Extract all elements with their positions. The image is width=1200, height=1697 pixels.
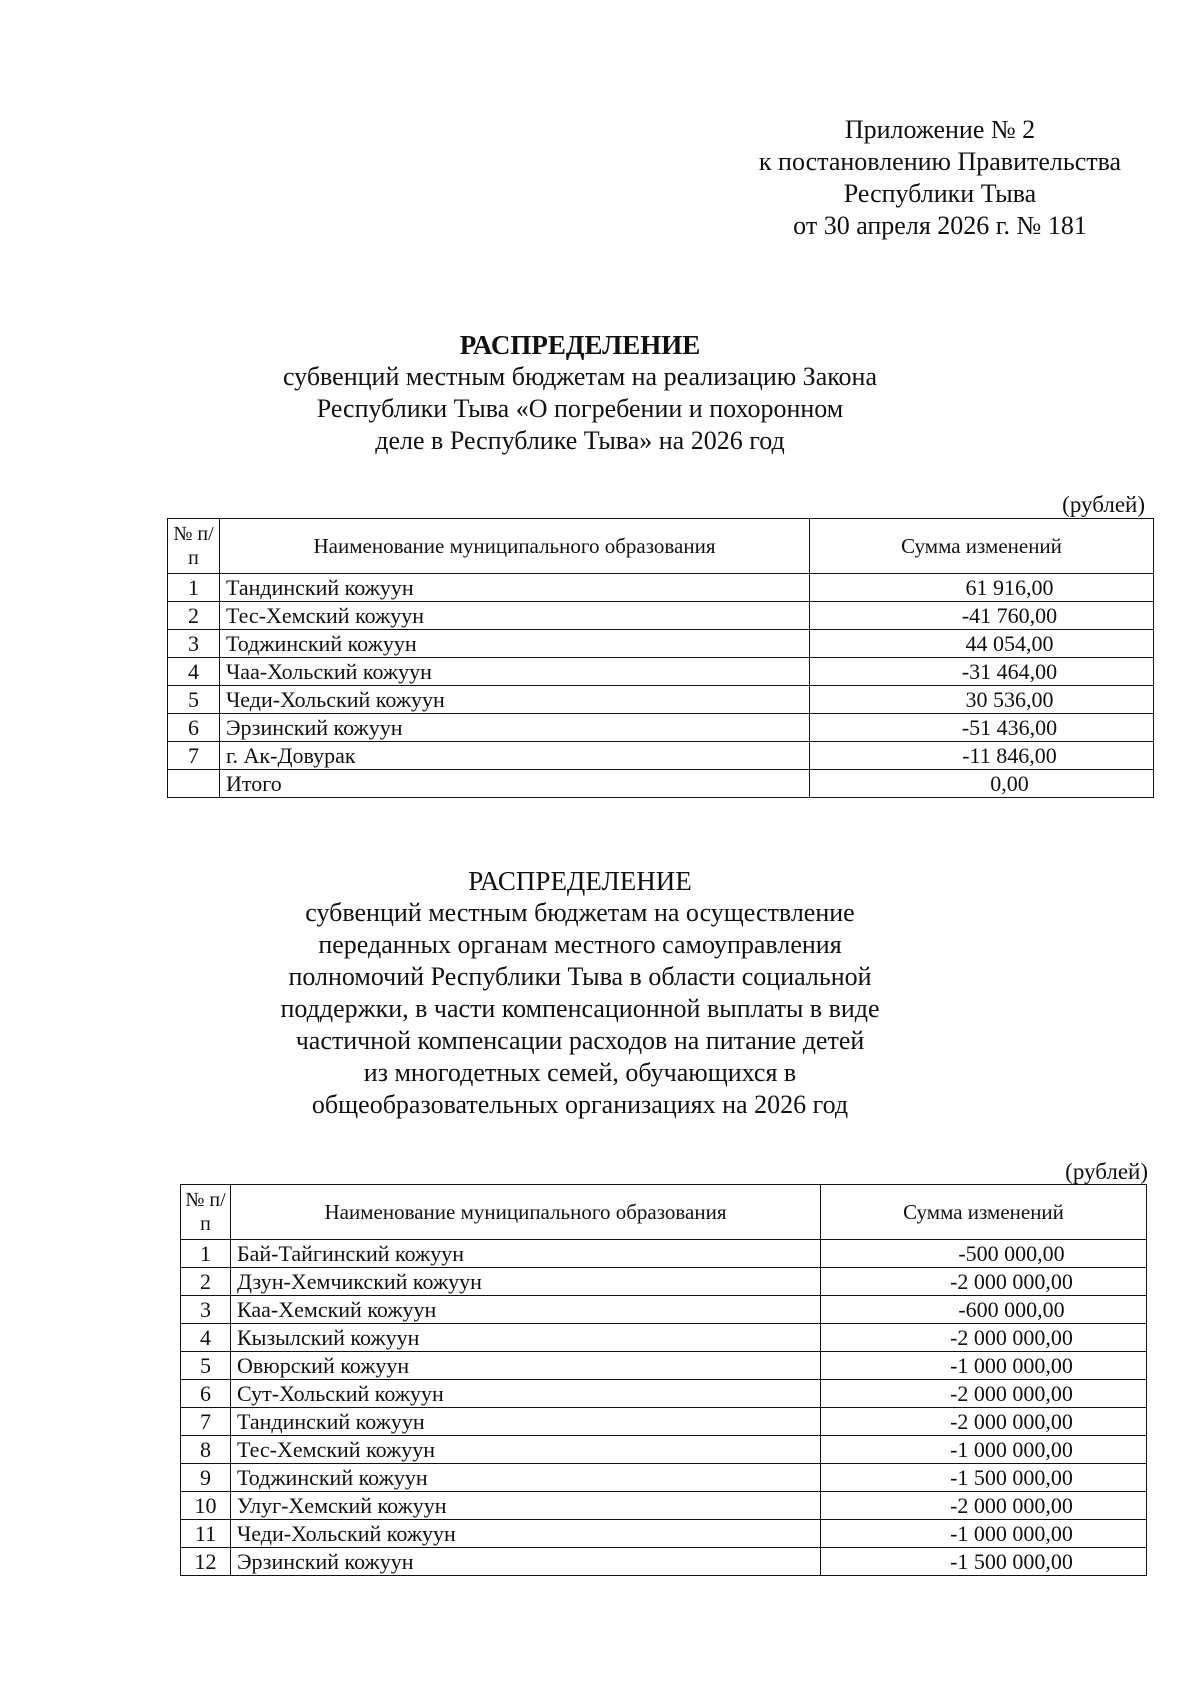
- municipality-name: г. Ак-Довурак: [220, 742, 810, 770]
- municipality-name: Тандинский кожуун: [220, 574, 810, 602]
- table-row: [168, 658, 1154, 686]
- table-row: [168, 742, 1154, 770]
- municipality-name: Чеди-Хольский кожуун: [220, 686, 810, 714]
- row-number: 4: [181, 1324, 231, 1352]
- section2-subtitle-line: из многодетных семей, обучающихся в: [363, 1058, 797, 1087]
- table-row: [181, 1408, 1147, 1436]
- section1-subtitle-line: субвенций местным бюджетам на реализацию Закона: [282, 362, 878, 391]
- municipality-name: Эрзинский кожуун: [231, 1548, 821, 1576]
- table-row: [168, 770, 1154, 798]
- row-number: 10: [181, 1492, 231, 1520]
- header-sum: Сумма изменений: [810, 519, 1154, 574]
- section1-table-body: [168, 574, 1154, 798]
- row-number: 5: [181, 1352, 231, 1380]
- table-header-row: [181, 1185, 1147, 1240]
- table-row: [181, 1492, 1147, 1520]
- appendix-line: Приложение № 2: [844, 115, 1036, 144]
- section2-table: [180, 1184, 1147, 1576]
- table-row: [181, 1380, 1147, 1408]
- section2-subtitle-line: субвенций местным бюджетам на осуществление: [305, 898, 855, 927]
- table-row: [168, 574, 1154, 602]
- table-row: [181, 1268, 1147, 1296]
- row-number: [168, 770, 220, 798]
- appendix-block: [740, 114, 1140, 242]
- change-amount: -500 000,00: [821, 1240, 1147, 1268]
- row-number: 5: [168, 686, 220, 714]
- municipality-name: Тоджинский кожуун: [231, 1464, 821, 1492]
- municipality-name: Каа-Хемский кожуун: [231, 1296, 821, 1324]
- change-amount: -2 000 000,00: [821, 1492, 1147, 1520]
- row-number: 3: [181, 1296, 231, 1324]
- row-number: 2: [168, 602, 220, 630]
- header-num: № п/п: [168, 519, 220, 574]
- section1-table: [167, 518, 1154, 798]
- appendix-line: к постановлению Правительства: [758, 147, 1122, 176]
- section2-title: РАСПРЕДЕЛЕНИЕ: [468, 866, 692, 896]
- header-name: Наименование муниципального образования: [220, 519, 810, 574]
- row-number: 11: [181, 1520, 231, 1548]
- municipality-name: Итого: [220, 770, 810, 798]
- row-number: 1: [181, 1240, 231, 1268]
- row-number: 7: [181, 1408, 231, 1436]
- change-amount: -2 000 000,00: [821, 1268, 1147, 1296]
- change-amount: -1 500 000,00: [821, 1464, 1147, 1492]
- header-name: Наименование муниципального образования: [231, 1185, 821, 1240]
- table-row: [181, 1324, 1147, 1352]
- municipality-name: Чеди-Хольский кожуун: [231, 1520, 821, 1548]
- municipality-name: Чаа-Хольский кожуун: [220, 658, 810, 686]
- municipality-name: Эрзинский кожуун: [220, 714, 810, 742]
- section2-subtitle-line: частичной компенсации расходов на питание детей: [295, 1026, 865, 1055]
- row-number: 8: [181, 1436, 231, 1464]
- change-amount: -2 000 000,00: [821, 1408, 1147, 1436]
- header-sum: Сумма изменений: [821, 1185, 1147, 1240]
- change-amount: -1 500 000,00: [821, 1548, 1147, 1576]
- municipality-name: Дзун-Хемчикский кожуун: [231, 1268, 821, 1296]
- section2-subtitle-line: поддержки, в части компенсационной выплаты в виде: [280, 994, 880, 1023]
- municipality-name: Тоджинский кожуун: [220, 630, 810, 658]
- change-amount: 44 054,00: [810, 630, 1154, 658]
- row-number: 2: [181, 1268, 231, 1296]
- row-number: 6: [168, 714, 220, 742]
- municipality-name: Бай-Тайгинский кожуун: [231, 1240, 821, 1268]
- section2-table-body: [181, 1240, 1147, 1576]
- municipality-name: Тес-Хемский кожуун: [220, 602, 810, 630]
- table-row: [181, 1464, 1147, 1492]
- change-amount: -31 464,00: [810, 658, 1154, 686]
- section1-heading: [150, 329, 1010, 457]
- table-row: [181, 1240, 1147, 1268]
- municipality-name: Тес-Хемский кожуун: [231, 1436, 821, 1464]
- table-row: [168, 686, 1154, 714]
- section1-unit-label: (рублей): [1062, 492, 1145, 517]
- section2-heading: [150, 865, 1010, 1121]
- municipality-name: Тандинский кожуун: [231, 1408, 821, 1436]
- section2-unit-label: (рублей): [1065, 1159, 1148, 1184]
- table-row: [168, 714, 1154, 742]
- change-amount: -1 000 000,00: [821, 1436, 1147, 1464]
- change-amount: -1 000 000,00: [821, 1520, 1147, 1548]
- section2-subtitle-line: полномочий Республики Тыва в области социальной: [288, 962, 872, 991]
- change-amount: -51 436,00: [810, 714, 1154, 742]
- change-amount: 30 536,00: [810, 686, 1154, 714]
- change-amount: -1 000 000,00: [821, 1352, 1147, 1380]
- change-amount: -41 760,00: [810, 602, 1154, 630]
- section2-subtitle-line: общеобразовательных организациях на 2026 год: [311, 1090, 849, 1119]
- table-row: [181, 1520, 1147, 1548]
- change-amount: 0,00: [810, 770, 1154, 798]
- header-num: № п/п: [181, 1185, 231, 1240]
- municipality-name: Кызылский кожуун: [231, 1324, 821, 1352]
- row-number: 6: [181, 1380, 231, 1408]
- table-row: [168, 602, 1154, 630]
- section1-subtitle-line: деле в Республике Тыва» на 2026 год: [375, 426, 785, 455]
- municipality-name: Улуг-Хемский кожуун: [231, 1492, 821, 1520]
- change-amount: 61 916,00: [810, 574, 1154, 602]
- change-amount: -2 000 000,00: [821, 1380, 1147, 1408]
- change-amount: -600 000,00: [821, 1296, 1147, 1324]
- appendix-line: от 30 апреля 2026 г. № 181: [793, 211, 1087, 240]
- section1-title: РАСПРЕДЕЛЕНИЕ: [459, 330, 701, 360]
- row-number: 12: [181, 1548, 231, 1576]
- table-row: [181, 1352, 1147, 1380]
- row-number: 3: [168, 630, 220, 658]
- row-number: 4: [168, 658, 220, 686]
- municipality-name: Сут-Хольский кожуун: [231, 1380, 821, 1408]
- row-number: 7: [168, 742, 220, 770]
- table-row: [168, 630, 1154, 658]
- section2-subtitle-line: переданных органам местного самоуправления: [318, 930, 842, 959]
- table-row: [181, 1436, 1147, 1464]
- appendix-line: Республики Тыва: [843, 179, 1037, 208]
- table-row: [181, 1296, 1147, 1324]
- change-amount: -11 846,00: [810, 742, 1154, 770]
- row-number: 9: [181, 1464, 231, 1492]
- table-row: [181, 1548, 1147, 1576]
- table-header-row: [168, 519, 1154, 574]
- change-amount: -2 000 000,00: [821, 1324, 1147, 1352]
- row-number: 1: [168, 574, 220, 602]
- municipality-name: Овюрский кожуун: [231, 1352, 821, 1380]
- section1-subtitle-line: Республики Тыва «О погребении и похоронном: [316, 394, 844, 423]
